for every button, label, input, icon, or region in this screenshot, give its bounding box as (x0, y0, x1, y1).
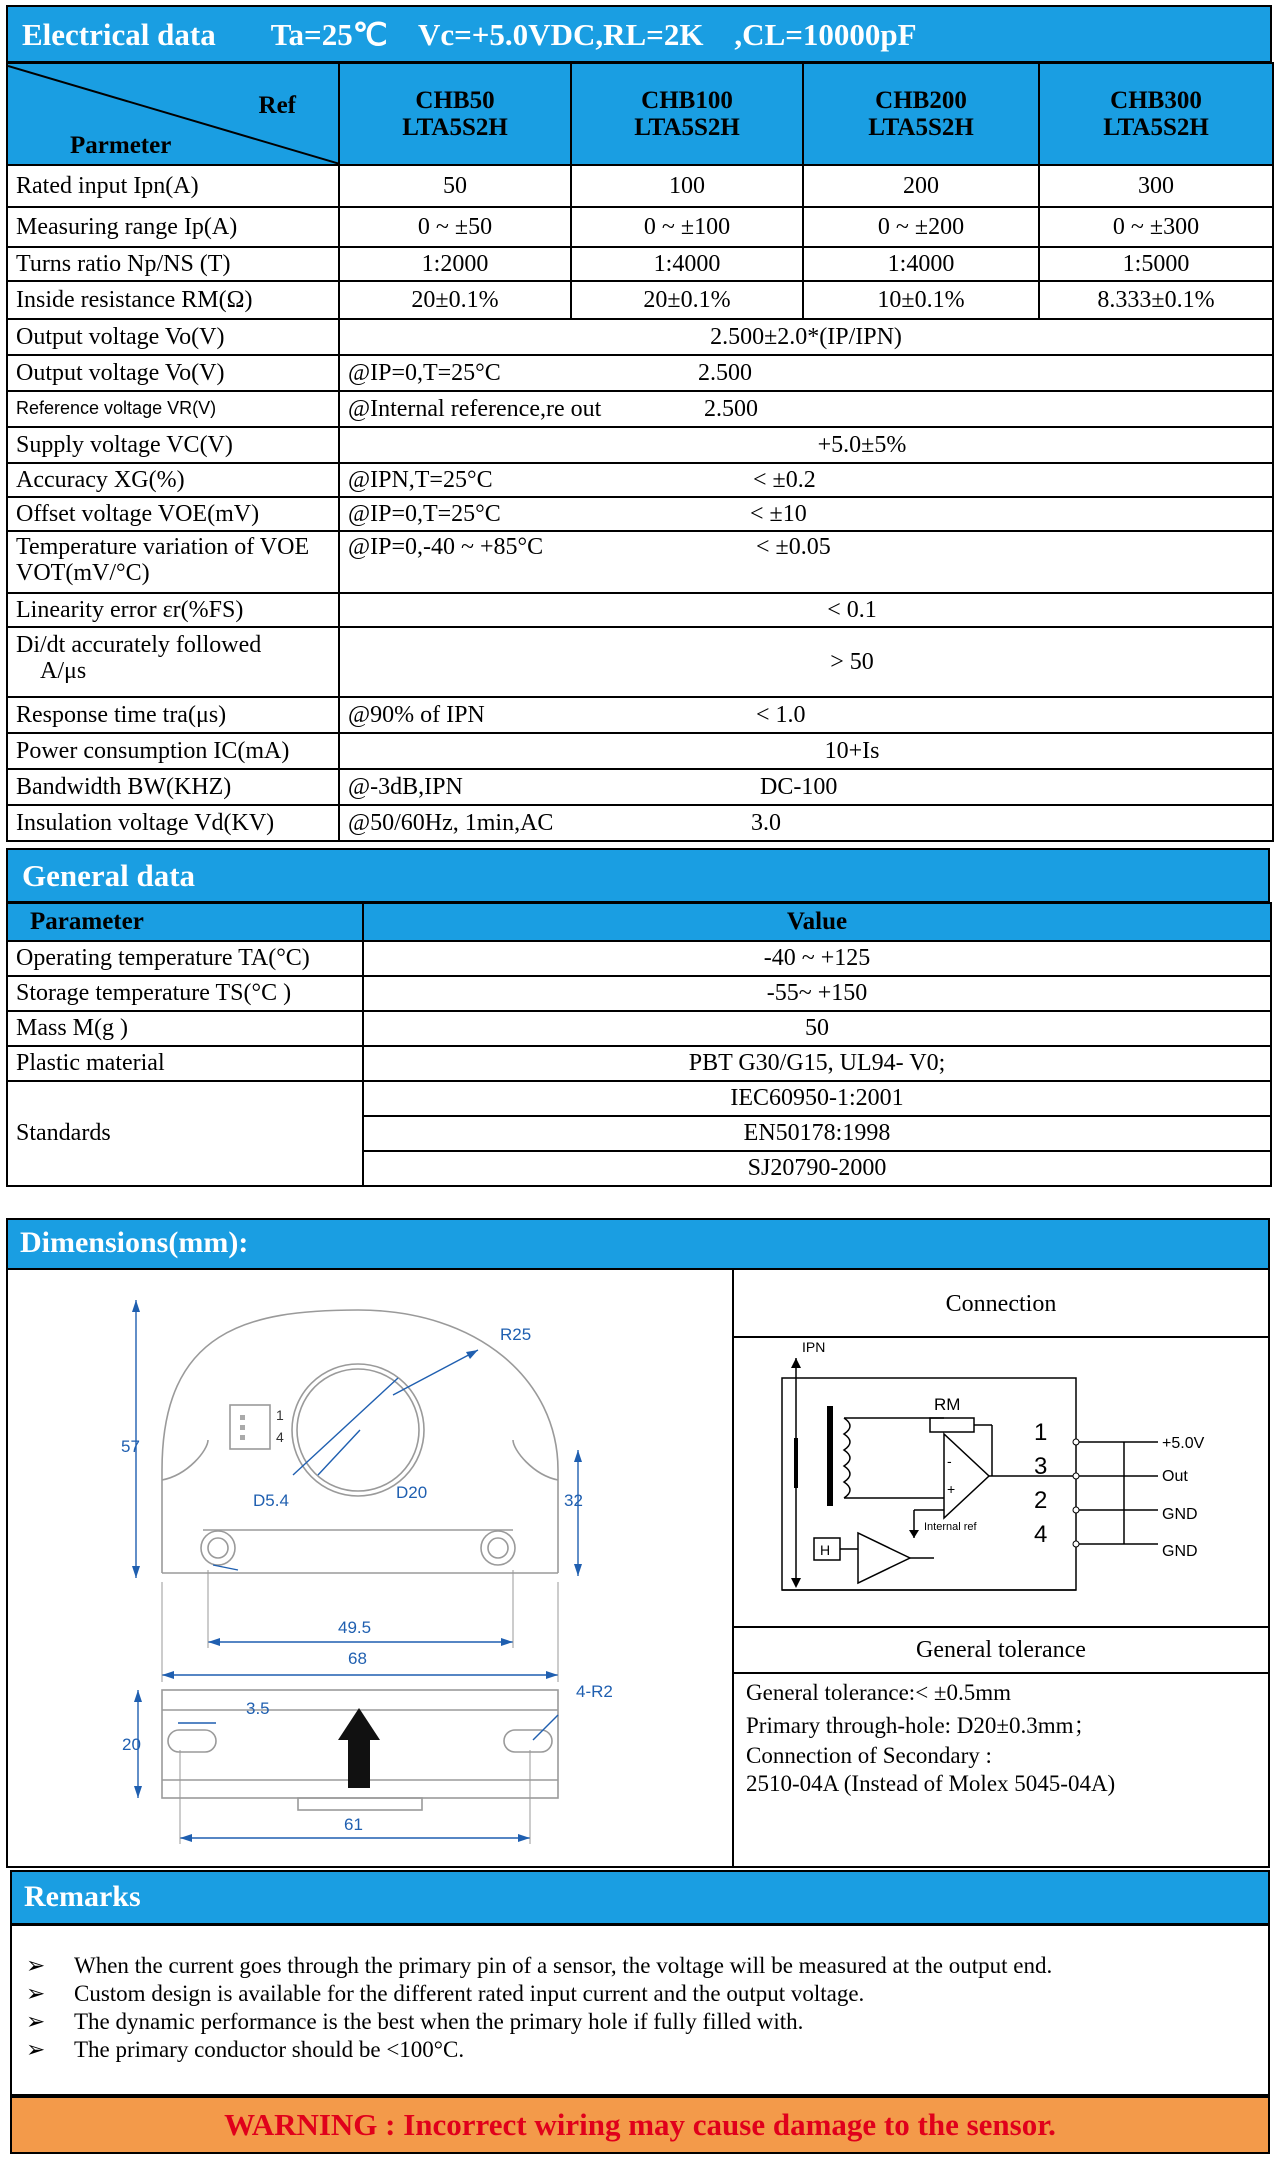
model-header (1039, 63, 1273, 165)
col-header: Value (363, 903, 1271, 941)
cell-value: > 50 (339, 627, 1273, 697)
bullet-icon: ➢ (26, 2009, 46, 2034)
table-row (7, 463, 1273, 497)
text: When the current goes through the primary pin of a sensor, the voltage will be measured at the output end. (74, 1953, 1053, 1978)
remarks-list (10, 1924, 1270, 2096)
bullet-icon: ➢ (26, 2037, 46, 2062)
label-61: 61 (344, 1815, 363, 1834)
electrical-title-bar (6, 5, 1272, 63)
span-cell (339, 463, 1273, 497)
connection-schematic (734, 1338, 1268, 1624)
schematic-internal-ref: Internal ref (924, 1521, 977, 1533)
span-cell (339, 497, 1273, 531)
cell-value: 200 (803, 165, 1039, 207)
cell-value: DC-100 (760, 773, 838, 800)
row-label (7, 531, 339, 593)
tolerance-title: General tolerance (734, 1628, 1268, 1674)
header-ref: Ref (258, 92, 296, 119)
condition: @50/60Hz, 1min,AC (348, 809, 554, 836)
condition: @IP=0,T=25°C (348, 500, 501, 527)
condition: @IPN,T=25°C (348, 466, 493, 493)
row-label: Bandwidth BW(KHZ) (7, 769, 339, 805)
cell-value: 50 (339, 165, 571, 207)
row-label: Storage temperature TS(°C ) (7, 976, 363, 1011)
text: CHB300 (1110, 86, 1202, 114)
cell-value: 0 ~ ±200 (803, 207, 1039, 247)
row-label: Mass M(g ) (7, 1011, 363, 1046)
table-row (7, 391, 1273, 427)
span-cell (339, 805, 1273, 841)
row-label: Standards (7, 1081, 363, 1186)
label-r25: R25 (500, 1325, 532, 1344)
cell-value: EN50178:1998 (363, 1116, 1271, 1151)
condition: @-3dB,IPN (348, 773, 463, 800)
cell-value: 2.500±2.0*(IP/IPN) (339, 319, 1273, 355)
list-item (26, 1952, 1258, 1980)
col-header: Parameter (7, 903, 363, 941)
text: LTA5S2H (634, 114, 740, 141)
cell-value: 50 (363, 1011, 1271, 1046)
section-title: Electrical data (22, 17, 216, 52)
label-d20: D20 (396, 1483, 428, 1502)
output-label: GND (1162, 1506, 1198, 1523)
cell-value: < 0.1 (339, 593, 1273, 627)
label-3-5: 3.5 (246, 1699, 270, 1718)
connection-panel (732, 1270, 1268, 1626)
row-label: Output voltage Vo(V) (7, 319, 339, 355)
warning-text: WARNING : Incorrect wiring may cause damage to the sensor. (224, 2107, 1056, 2142)
cell-value: -40 ~ +125 (363, 941, 1271, 976)
general-title-bar (6, 848, 1270, 903)
text: The primary conductor should be <100°C. (74, 2037, 465, 2062)
section-title: General data (22, 858, 196, 893)
span-cell (339, 769, 1273, 805)
cell-value: 2.500 (704, 395, 758, 422)
cell-value: SJ20790-2000 (363, 1151, 1271, 1186)
text: LTA5S2H (868, 114, 974, 141)
text: Custom design is available for the different rated input current and the output voltage. (74, 1981, 865, 2006)
section-title: Dimensions(mm): (20, 1226, 249, 1259)
model-header (571, 63, 803, 165)
row-label: Plastic material (7, 1046, 363, 1081)
tolerance-line: General tolerance:< ±0.5mm (746, 1680, 1012, 1705)
model-header (803, 63, 1039, 165)
span-cell (339, 697, 1273, 733)
text: Di/dt accurately followed (16, 632, 262, 658)
output-label: +5.0V (1162, 1435, 1205, 1452)
table-row (7, 207, 1273, 247)
row-label: Rated input Ipn(A) (7, 165, 339, 207)
list-item (26, 2008, 1258, 2036)
row-label: Turns ratio Np/NS (T) (7, 247, 339, 281)
span-cell (339, 531, 1273, 593)
table-row (7, 247, 1273, 281)
arrow-symbol (338, 1708, 380, 1788)
pin-number: 1 (1034, 1419, 1048, 1446)
cell-value: +5.0±5% (339, 427, 1273, 463)
row-label: Output voltage Vo(V) (7, 355, 339, 391)
condition: @90% of IPN (348, 701, 485, 728)
output-label: Out (1162, 1468, 1188, 1485)
label-20: 20 (122, 1735, 141, 1754)
table-row (7, 805, 1273, 841)
table-row (7, 355, 1273, 391)
table-row (7, 733, 1273, 769)
label-pin1: 1 (276, 1407, 284, 1423)
cell-value: 2.500 (698, 359, 752, 386)
span-cell (339, 391, 1273, 427)
table-row (7, 281, 1273, 319)
text: LTA5S2H (1103, 114, 1209, 141)
text: CHB100 (641, 86, 733, 114)
text: A/μs (40, 658, 87, 685)
warning-banner (10, 2096, 1270, 2154)
section-title: Remarks (24, 1880, 141, 1913)
electrical-table (6, 62, 1274, 842)
row-label: Supply voltage VC(V) (7, 427, 339, 463)
cell-value: 1:2000 (339, 247, 571, 281)
row-label: Response time tra(μs) (7, 697, 339, 733)
table-row (7, 497, 1273, 531)
cell-value: 300 (1039, 165, 1273, 207)
schematic-minus: - (947, 1453, 952, 1469)
cell-value: 0 ~ ±100 (571, 207, 803, 247)
cell-value: 10+Is (339, 733, 1273, 769)
table-row (7, 697, 1273, 733)
table-row (7, 165, 1273, 207)
cell-value: < 1.0 (756, 701, 806, 728)
row-label (7, 627, 339, 697)
condition: @Internal reference,re out (348, 395, 602, 422)
schematic-plus: + (947, 1481, 956, 1497)
table-row (7, 1081, 1271, 1116)
cell-value: < ±0.05 (756, 534, 831, 560)
label-pin4: 4 (276, 1429, 284, 1445)
extension-lines (162, 1570, 558, 1844)
text: VOT(mV/°C) (16, 560, 150, 587)
tolerance-line: Connection of Secondary : (746, 1743, 992, 1768)
label-68: 68 (348, 1649, 367, 1668)
label-32: 32 (564, 1491, 583, 1510)
list-item (26, 2036, 1258, 2064)
row-label: Measuring range Ip(A) (7, 207, 339, 247)
row-label: Power consumption IC(mA) (7, 733, 339, 769)
schematic-h: H (820, 1542, 831, 1558)
pin-number: 4 (1034, 1521, 1048, 1548)
output-label: GND (1162, 1543, 1198, 1560)
table-row (7, 1046, 1271, 1081)
label-49-5: 49.5 (338, 1618, 372, 1637)
cell-value: 8.333±0.1% (1039, 281, 1273, 319)
cell-value: 1:4000 (571, 247, 803, 281)
row-label: Linearity error εr(%FS) (7, 593, 339, 627)
header-param: Parmeter (70, 132, 172, 159)
row-label: Operating temperature TA(°C) (7, 941, 363, 976)
cell-value: 1:5000 (1039, 247, 1273, 281)
test-conditions: Ta=25℃ Vc=+5.0VDC,RL=2K ,CL=10000pF (270, 17, 917, 52)
schematic-ipn: IPN (802, 1339, 826, 1355)
cell-value: 100 (571, 165, 803, 207)
bullet-icon: ➢ (26, 1953, 46, 1978)
cell-value: 3.0 (751, 809, 781, 836)
cell-value: IEC60950-1:2001 (363, 1081, 1271, 1116)
span-cell (339, 355, 1273, 391)
cell-value: -55~ +150 (363, 976, 1271, 1011)
table-row (7, 769, 1273, 805)
cell-value: 1:4000 (803, 247, 1039, 281)
label-d54: D5.4 (253, 1491, 289, 1510)
cell-value: 0 ~ ±50 (339, 207, 571, 247)
text: LTA5S2H (402, 114, 508, 141)
text: Temperature variation of VOE (16, 534, 310, 560)
table-row (7, 531, 1273, 593)
pin-number: 2 (1034, 1487, 1048, 1514)
text: The dynamic performance is the best when the primary hole if fully filled with. (74, 2009, 804, 2034)
header-diagonal-cell (7, 63, 339, 165)
condition: @IP=0,T=25°C (348, 359, 501, 386)
row-label: Reference voltage VR(V) (7, 391, 339, 427)
general-table (6, 902, 1272, 1187)
connector-pins (240, 1415, 245, 1440)
dimensions-panel (6, 1268, 1270, 1868)
table-row (7, 976, 1271, 1011)
cell-value: 0 ~ ±300 (1039, 207, 1273, 247)
table-row (7, 1011, 1271, 1046)
cell-value: 20±0.1% (339, 281, 571, 319)
row-label: Inside resistance RM(Ω) (7, 281, 339, 319)
text: CHB50 (415, 86, 495, 114)
dimensions-title-bar (6, 1218, 1270, 1270)
row-label: Insulation voltage Vd(KV) (7, 805, 339, 841)
pin-number: 3 (1034, 1453, 1048, 1480)
schematic-rm: RM (934, 1395, 961, 1414)
cell-value: 20±0.1% (571, 281, 803, 319)
remarks-title-bar (10, 1870, 1270, 1925)
condition: @IP=0,-40 ~ +85°C (348, 534, 544, 560)
cell-value: PBT G30/G15, UL94- V0; (363, 1046, 1271, 1081)
tolerance-line: 2510-04A (Instead of Molex 5045-04A) (746, 1771, 1116, 1796)
mechanical-drawing (8, 1270, 734, 1866)
tolerance-panel (732, 1626, 1268, 1866)
tolerance-line: Primary through-hole: D20±0.3mm； (746, 1713, 1097, 1738)
model-header (339, 63, 571, 165)
cell-value: < ±10 (750, 500, 807, 527)
table-row (7, 627, 1273, 697)
label-4-r2: 4-R2 (576, 1682, 613, 1701)
table-row (7, 593, 1273, 627)
bullet-icon: ➢ (26, 1981, 46, 2006)
label-57: 57 (121, 1437, 140, 1456)
cell-value: < ±0.2 (753, 466, 816, 493)
connection-title: Connection (734, 1270, 1268, 1338)
table-row (7, 427, 1273, 463)
table-row (7, 319, 1273, 355)
cell-value: 10±0.1% (803, 281, 1039, 319)
row-label: Accuracy XG(%) (7, 463, 339, 497)
row-label: Offset voltage VOE(mV) (7, 497, 339, 531)
text: CHB200 (875, 86, 967, 114)
list-item (26, 1980, 1258, 2008)
table-row (7, 941, 1271, 976)
